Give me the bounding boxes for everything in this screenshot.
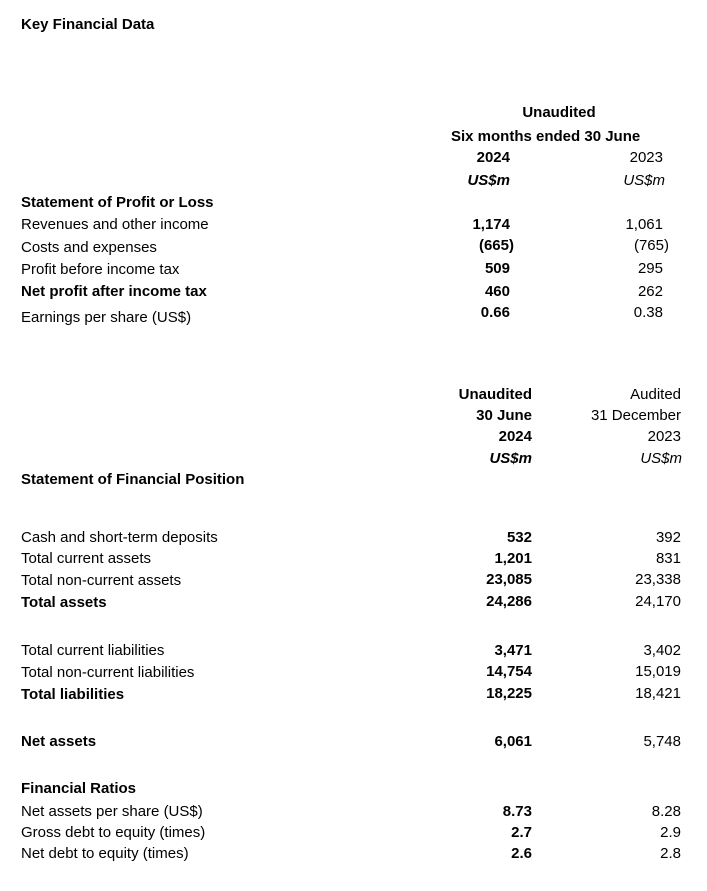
fp-status-prior: Audited (630, 386, 681, 403)
fp-ratio-prior: 2.8 (660, 845, 681, 862)
pl-row-current: 0.66 (480, 304, 510, 321)
fp-year-prior: 2023 (647, 428, 681, 445)
fp-row-label: Cash and short-term deposits (21, 529, 218, 546)
pl-row-current: 1,174 (472, 216, 510, 233)
fp-ratio-label: Net debt to equity (times) (21, 845, 189, 862)
fp-ratio-prior: 2.9 (660, 824, 681, 841)
pl-year-prior: 2023 (629, 149, 663, 166)
fp-row-current: 1,201 (494, 550, 532, 567)
pl-row-prior: 1,061 (625, 216, 663, 233)
pl-row-prior: 295 (637, 260, 663, 277)
fp-unit-current: US$m (489, 450, 532, 467)
pl-unit-prior: US$m (623, 172, 665, 189)
fp-row-current: 3,471 (494, 642, 532, 659)
fp-ratio-prior: 8.28 (651, 803, 681, 820)
fp-row-label: Total assets (21, 594, 107, 611)
pl-row-label: Earnings per share (US$) (21, 309, 192, 326)
fp-net-assets-prior: 5,748 (643, 733, 681, 750)
pl-status: Unaudited (522, 104, 596, 121)
fp-unit-prior: US$m (640, 450, 682, 467)
fp-row-prior: 3,402 (643, 642, 681, 659)
pl-row-prior: 0.38 (633, 304, 663, 321)
pl-section-title: Statement of Profit or Loss (21, 194, 214, 211)
fp-ratio-label: Net assets per share (US$) (21, 803, 203, 820)
pl-row-label: Costs and expenses (21, 239, 157, 256)
fp-net-assets-label: Net assets (21, 733, 97, 750)
fp-ratio-current: 2.7 (511, 824, 532, 841)
fp-row-label: Total liabilities (21, 686, 125, 703)
fp-ratio-current: 2.6 (511, 845, 532, 862)
fp-row-prior: 15,019 (635, 663, 681, 680)
pl-year-current: 2024 (476, 149, 510, 166)
fp-row-current: 24,286 (486, 593, 532, 610)
pl-row-current: 460 (484, 283, 510, 300)
fp-net-assets-current: 6,061 (494, 733, 532, 750)
fp-row-prior: 23,338 (635, 571, 681, 588)
pl-row-label: Net profit after income tax (21, 283, 207, 300)
fp-row-current: 14,754 (486, 663, 532, 680)
fp-ratios-title: Financial Ratios (21, 780, 137, 797)
fp-status-current: Unaudited (458, 386, 532, 403)
fp-row-label: Total current liabilities (21, 642, 165, 659)
fp-row-prior: 831 (655, 550, 681, 567)
pl-row-current: (665) (478, 237, 514, 254)
fp-row-current: 18,225 (486, 685, 532, 702)
fp-date-current: 30 June (476, 407, 532, 424)
fp-date-prior: 31 December (590, 407, 681, 424)
fp-year-current: 2024 (498, 428, 532, 445)
fp-row-prior: 24,170 (635, 593, 681, 610)
pl-row-prior: (765) (633, 237, 669, 254)
pl-row-label: Profit before income tax (21, 261, 180, 278)
pl-period: Six months ended 30 June (451, 128, 641, 145)
fp-row-label: Total non-current liabilities (21, 664, 195, 681)
fp-ratio-current: 8.73 (502, 803, 532, 820)
fp-row-current: 532 (506, 529, 532, 546)
fp-row-label: Total non-current assets (21, 572, 182, 589)
pl-row-prior: 262 (637, 283, 663, 300)
fp-ratio-label: Gross debt to equity (times) (21, 824, 206, 841)
fp-section-title: Statement of Financial Position (21, 471, 245, 488)
fp-row-prior: 392 (655, 529, 681, 546)
fp-row-prior: 18,421 (635, 685, 681, 702)
pl-row-current: 509 (484, 260, 510, 277)
pl-unit-current: US$m (467, 172, 510, 189)
pl-row-label: Revenues and other income (21, 216, 209, 233)
fp-row-current: 23,085 (486, 571, 532, 588)
fp-row-label: Total current assets (21, 550, 152, 567)
page-title: Key Financial Data (21, 16, 155, 33)
